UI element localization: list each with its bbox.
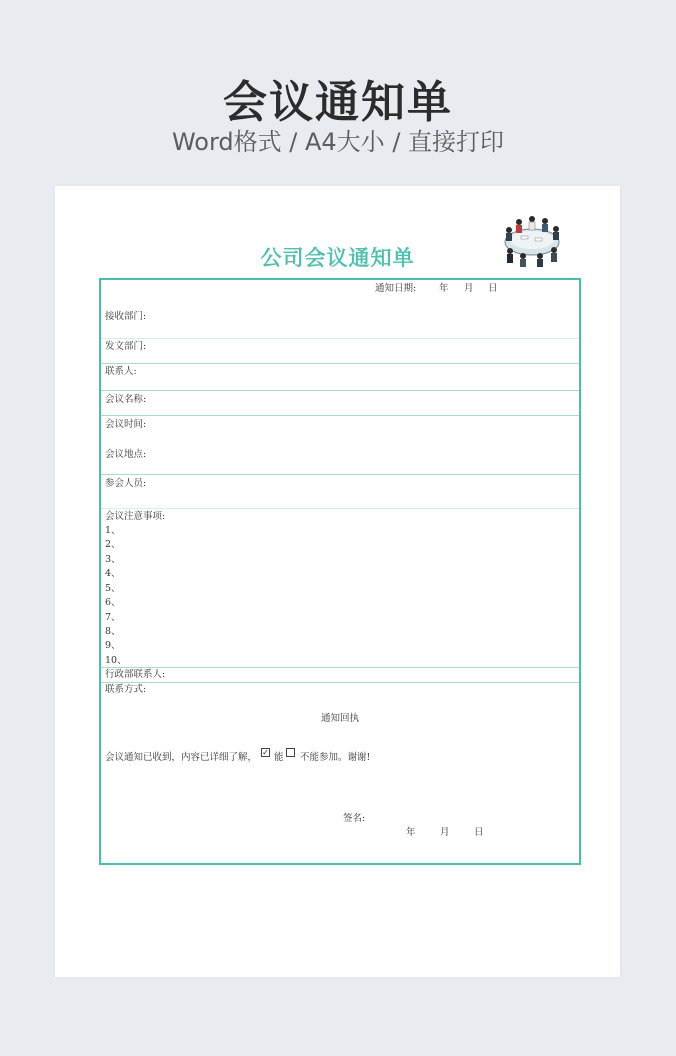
notes-item: 6、 bbox=[105, 597, 121, 608]
contact-person-label: 联系人: bbox=[105, 366, 137, 377]
notes-item: 9、 bbox=[105, 640, 121, 651]
page-title: 会议通知单 bbox=[223, 77, 453, 128]
notes-item: 8、 bbox=[105, 626, 121, 637]
signature-date-year: 年 bbox=[406, 827, 416, 838]
notes-item: 10、 bbox=[105, 655, 127, 666]
notes-item: 7、 bbox=[105, 612, 121, 623]
can-attend-checkbox[interactable]: ✓ bbox=[262, 748, 269, 757]
row-divider bbox=[101, 682, 579, 683]
row-divider bbox=[101, 338, 579, 339]
can-attend-label: 能 bbox=[274, 752, 284, 763]
signature-label: 签名: bbox=[343, 813, 366, 824]
notice-date-label: 通知日期: bbox=[375, 283, 417, 294]
row-divider bbox=[101, 667, 579, 668]
meeting-location-label: 会议地点: bbox=[105, 449, 147, 460]
receipt-title: 通知回执 bbox=[321, 713, 360, 724]
row-divider bbox=[101, 508, 579, 509]
meeting-name-label: 会议名称: bbox=[105, 394, 147, 405]
document-page bbox=[55, 186, 620, 977]
row-divider bbox=[101, 474, 579, 475]
attendees-label: 参会人员: bbox=[105, 478, 147, 489]
notice-form bbox=[99, 278, 581, 865]
row-divider bbox=[101, 415, 579, 416]
signature-date-month: 月 bbox=[440, 827, 450, 838]
row-divider bbox=[101, 363, 579, 364]
row-divider bbox=[101, 390, 579, 391]
admin-contact-label: 行政部联系人: bbox=[105, 669, 166, 680]
notes-item: 4、 bbox=[105, 568, 121, 579]
cannot-attend-checkbox[interactable] bbox=[286, 748, 295, 757]
notice-date-month: 月 bbox=[464, 283, 474, 294]
notice-date-day: 日 bbox=[488, 283, 498, 294]
notes-item: 5、 bbox=[105, 583, 121, 594]
receiving-dept-label: 接收部门: bbox=[105, 311, 147, 322]
cannot-attend-label: 不能参加。谢谢! bbox=[300, 752, 371, 763]
page-subtitle: Word格式 / A4大小 / 直接打印 bbox=[171, 128, 505, 156]
signature-date-day: 日 bbox=[474, 827, 484, 838]
contact-method-label: 联系方式: bbox=[105, 684, 147, 695]
document-title: 公司会议通知单 bbox=[260, 246, 415, 270]
receipt-statement: 会议通知已收到，内容已详细了解， bbox=[105, 752, 258, 763]
notes-item: 1、 bbox=[105, 525, 121, 536]
notice-date-year: 年 bbox=[439, 283, 449, 294]
notes-label: 会议注意事项: bbox=[105, 511, 166, 522]
notes-item: 2、 bbox=[105, 539, 121, 550]
meeting-time-label: 会议时间: bbox=[105, 419, 147, 430]
issuing-dept-label: 发文部门: bbox=[105, 341, 147, 352]
notes-item: 3、 bbox=[105, 554, 121, 565]
